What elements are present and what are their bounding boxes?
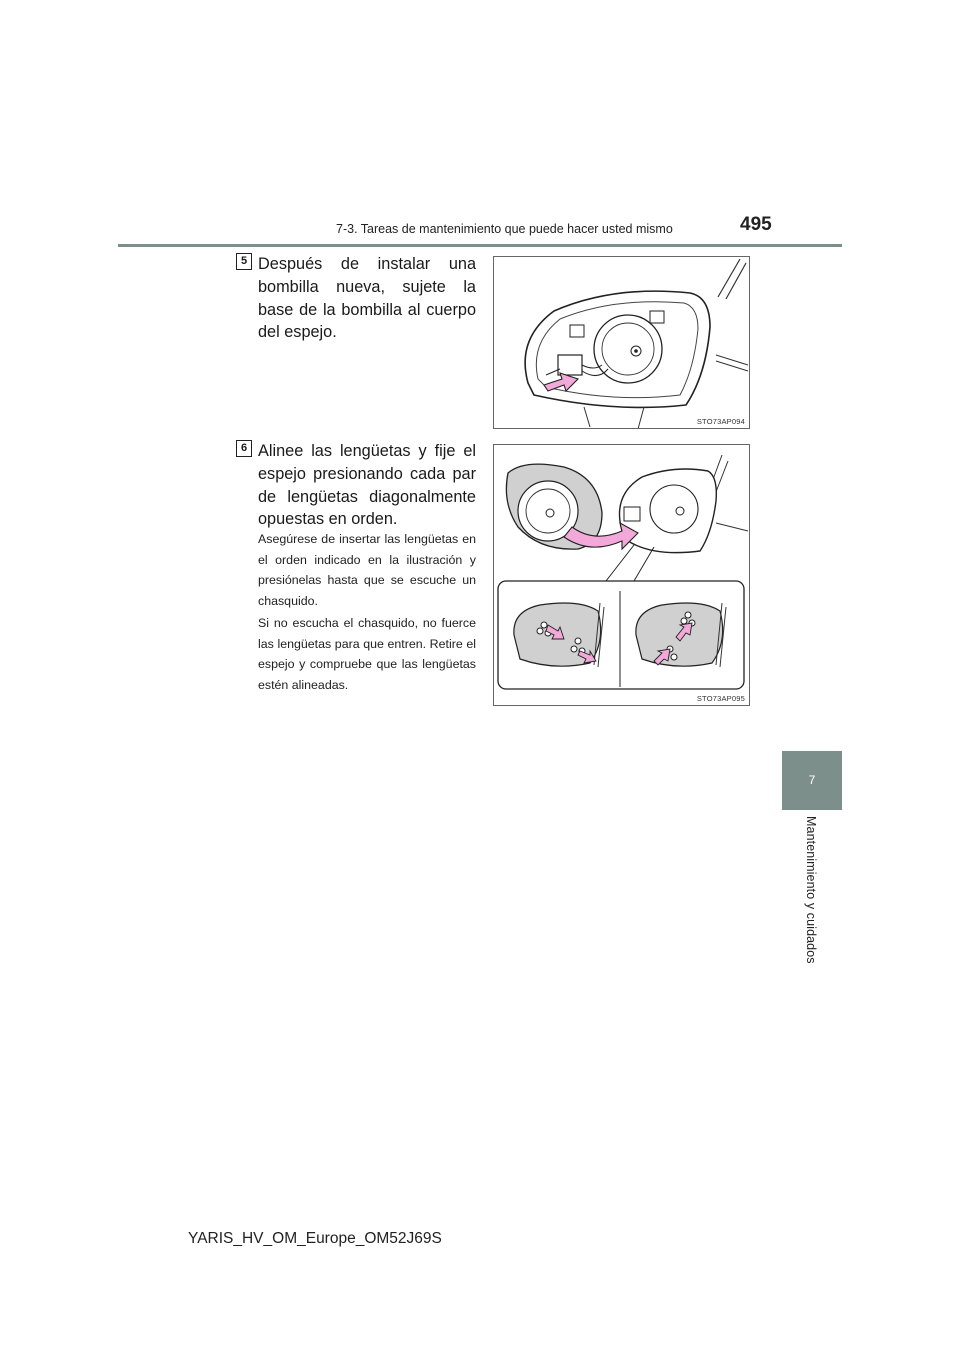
figure-mirror-attach [493,444,750,706]
section-title: 7-3. Tareas de mantenimiento que puede hacer usted mismo [336,222,673,236]
figure-code: STO73AP094 [696,417,745,426]
document-id: YARIS_HV_OM_Europe_OM52J69S [188,1230,442,1247]
step-6-note-1: Asegúrese de insertar las lengüetas en el orden indicado en la ilustración y presiónelas hasta que se escuche un chasquido. [258,532,476,608]
step-6-note-2: Si no escucha el chasquido, no fuerce las lengüetas para que entren. Retire el espejo y compruebe que las lengüetas estén alineadas. [258,616,476,692]
figure-code: STO73AP095 [696,694,745,703]
mirror-housing-illustration [494,257,750,429]
step-6-badge: 6 [236,440,252,457]
step-5-text: Después de instalar una bombilla nueva, sujete la base de la bombilla al cuerpo del espejo. [258,255,476,342]
chapter-number: 7 [808,773,816,787]
figure-bulb-install [493,256,750,429]
header-divider [118,244,842,247]
page-number: 495 [740,214,772,235]
step-6-text: Alinee las lengüetas y fije el espejo presionando cada par de lengüetas diagonalmente opuestas en orden. [258,442,476,529]
chapter-tab [782,751,842,810]
mirror-attach-illustration [494,445,750,706]
step-5-badge: 5 [236,253,252,270]
chapter-title: Mantenimiento y cuidados [804,816,818,964]
